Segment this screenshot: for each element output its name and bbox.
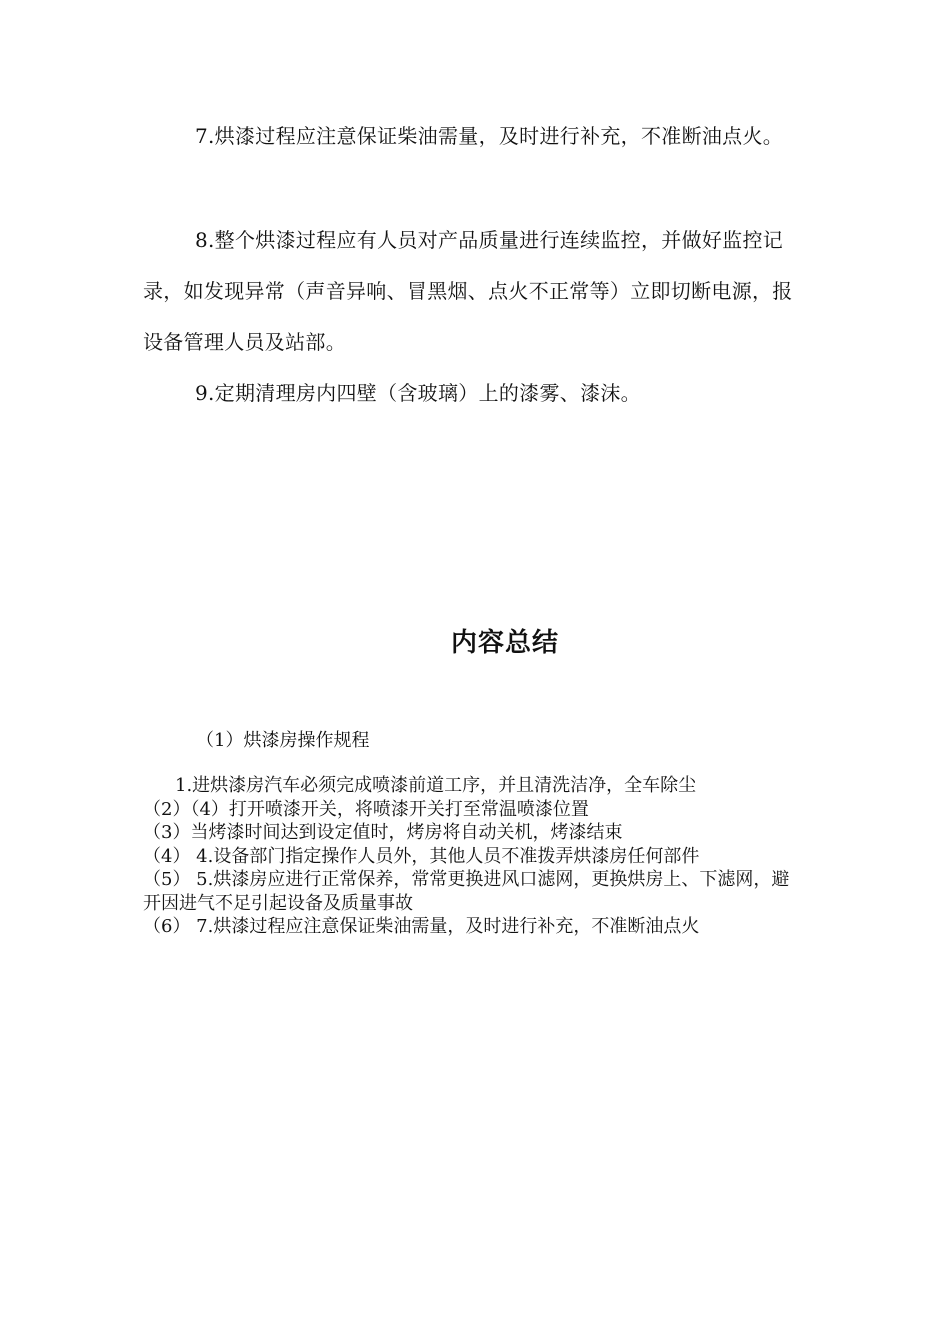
paragraph-9-text: 9.定期清理房内四壁（含玻璃）上的漆雾、漆沫。 — [195, 381, 641, 405]
paragraph-8-text: 8.整个烘漆过程应有人员对产品质量进行连续监控，并做好监控记录，如发现异常（声音异响、冒黑烟、点火不正常等）立即切断电源，报设备管理人员及站部。 — [143, 228, 793, 354]
summary-subtitle: （1）烘漆房操作规程 — [196, 730, 370, 751]
paragraph-7 — [143, 111, 803, 162]
summary-list — [143, 774, 803, 939]
summary-item: （2）（4）打开喷漆开关，将喷漆开关打至常温喷漆位置 — [143, 798, 589, 820]
summary-item: （4） 4.设备部门指定操作人员外，其他人员不准拨弄烘漆房任何部件 — [143, 845, 700, 867]
summary-item: （5） 5.烘漆房应进行正常保养，常常更换进风口滤网，更换烘房上、下滤网，避开因进气不足引起设备及质量事故 — [143, 869, 790, 914]
paragraph-9 — [143, 368, 803, 419]
summary-item: （3）当烤漆时间达到设定值时，烤房将自动关机，烤漆结束 — [143, 822, 623, 843]
summary-item: （6） 7.烘漆过程应注意保证柴油需量，及时进行补充，不准断油点火 — [143, 916, 700, 937]
summary-item: 1.进烘漆房汽车必须完成喷漆前道工序，并且清洗洁净，全车除尘 — [175, 775, 697, 796]
paragraph-8 — [143, 215, 803, 368]
summary-title: 内容总结 — [450, 628, 559, 658]
paragraph-7-text: 7.烘漆过程应注意保证柴油需量，及时进行补充，不准断油点火。 — [195, 124, 784, 148]
